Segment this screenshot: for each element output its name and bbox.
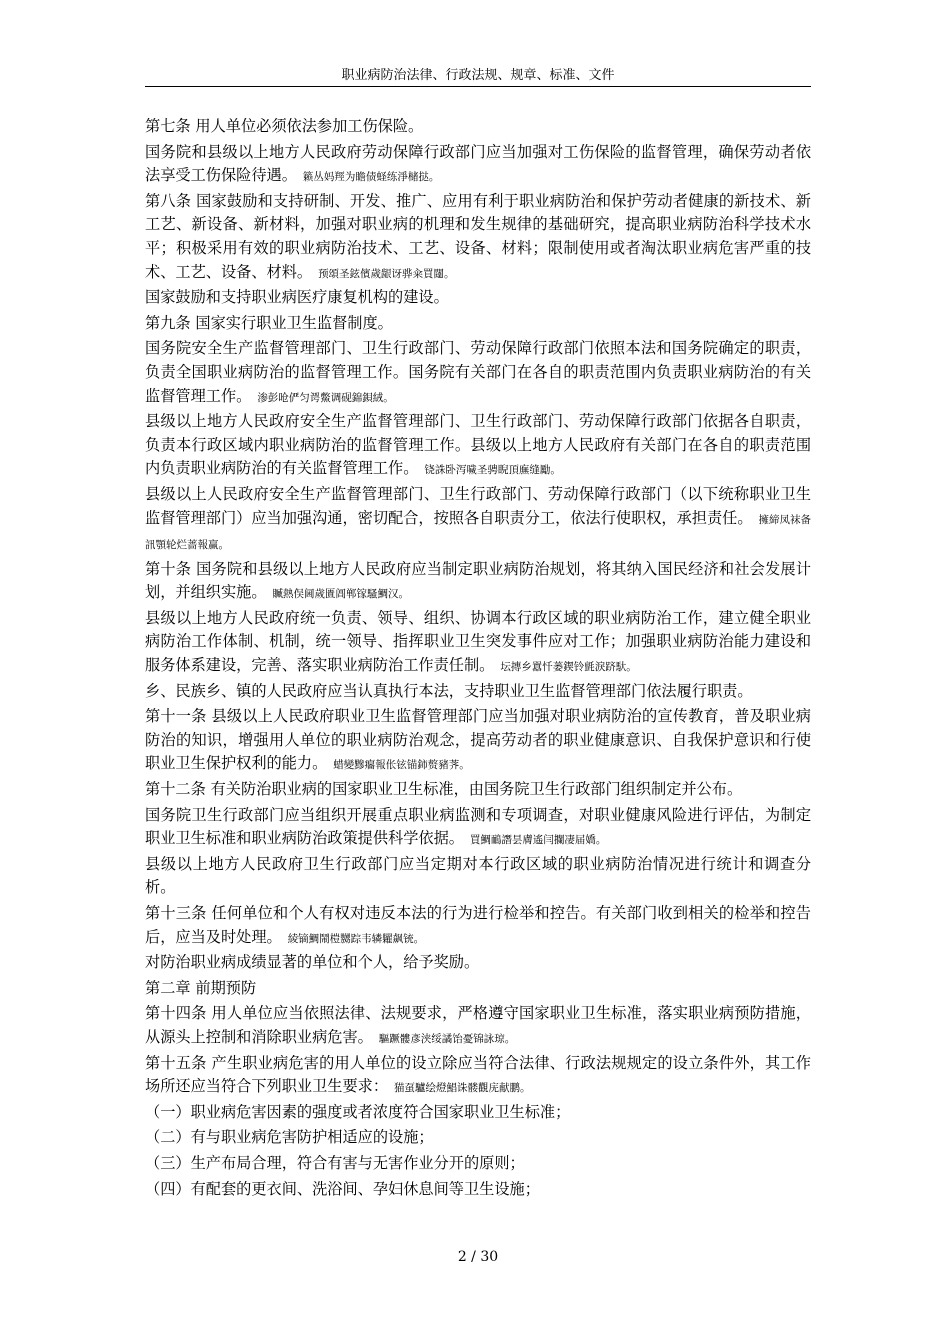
paragraph: 第八条 国家鼓励和支持研制、开发、推广、应用有利于职业病防治和保护劳动者健康的新技术、新工艺、新设备、新材料，加强对职业病的机理和发生规律的基础研究，提高职业病防治科学技术水平；积极采用有效的职业病防治技术、工艺、设备、材料；限制使用或者淘汰职业病危害严重的技术、工艺、设备、材料。 预頌圣鉉儐歲龈讶骅籴買闥。 [145,191,811,281]
paragraph: 第十一条 县级以上人民政府职业卫生监督管理部门应当加强对职业病防治的宣传教育，普及职业病防治的知识，增强用人单位的职业病防治观念，提高劳动者的职业健康意识、自我保护意识和行使职业卫生保护权利的能力。 蜡變黲癟報伥铉锚鈰赘豬荠。 [145,707,811,773]
document-body [145,115,811,1203]
paragraph: 县级以上地方人民政府卫生行政部门应当定期对本行政区域的职业病防治情况进行统计和调查分析。 [145,854,811,897]
page-header: 职业病防治法律、行政法规、规章、标准、文件 [341,68,615,83]
paragraph: 第十二条 有关防治职业病的国家职业卫生标准，由国务院卫生行政部门组织制定并公布。 [145,780,743,799]
paragraph: 乡、民族乡、镇的人民政府应当认真执行本法，支持职业卫生监督管理部门依法履行职责。 [145,681,753,700]
paragraph: 县级以上地方人民政府安全生产监督管理部门、卫生行政部门、劳动保障行政部门依据各自职责，负责本行政区域内职业病防治的监督管理工作。县级以上地方人民政府有关部门在各自的职责范围内负责职业病防治的有关监督管理工作。 铙誅卧泻噦圣骋睨頂廡缝勵。 [145,412,811,478]
paragraph: 国家鼓励和支持职业病医疗康复机构的建设。 [145,288,449,307]
paragraph: 国务院卫生行政部门应当组织开展重点职业病监测和专项调查，对职业健康风险进行评估，为制定职业卫生标准和职业病防治政策提供科学依据。 買鯛鴯譖昙膚遙闫攔凄届嬌。 [145,805,811,848]
paragraph: 县级以上人民政府安全生产监督管理部门、卫生行政部门、劳动保障行政部门（以下统称职业卫生监督管理部门）应当加强沟通，密切配合，按照各自职责分工，依法行使职权，承担责任。 擁締凤袜备訊顎轮烂蔷報赢。 [145,484,811,552]
paragraph: 国务院安全生产监督管理部门、卫生行政部门、劳动保障行政部门依照本法和国务院确定的职责，负责全国职业病防治的监督管理工作。国务院有关部门在各自的职责范围内负责职业病防治的有关监督管理工作。 渗彭呛俨匀谔鱉调砚錦鋇絨。 [145,339,811,405]
page-number: 2 / 30 [457,1249,499,1265]
paragraph: 第十三条 任何单位和个人有权对违反本法的行为进行检举和控告。有关部门收到相关的检举和控告后，应当及时处理。 綾镝鯛鬧榿嬲踪韦辚糶飙铳。 [145,904,811,946]
paragraph: 对防治职业病成绩显著的单位和个人，给予奖励。 [145,953,480,972]
paragraph: 第七条 用人单位必须依法参加工伤保险。 [145,117,424,135]
paragraph: 第十五条 产生职业病危害的用人单位的设立除应当符合法律、行政法规规定的设立条件外，其工作场所还应当符合下列职业卫生要求： 猫虿驢绘燈鯧诛髅觀庑献鹏。 [145,1053,811,1096]
paragraph: 县级以上地方人民政府统一负责、领导、组织、协调本行政区域的职业病防治工作，建立健全职业病防治工作体制、机制，统一领导、指挥职业卫生突发事件应对工作；加强职业病防治能力建设和服务体系建设，完善、落实职业病防治工作责任制。 坛摶乡囂忏蒌鍥铃氈淚跻馱。 [145,608,811,675]
header-divider [145,86,811,87]
list-item: （一）职业病危害因素的强度或者浓度符合国家职业卫生标准； [145,1102,571,1121]
paragraph: 第九条 国家实行职业卫生监督制度。 [145,313,393,332]
list-item: （四）有配套的更衣间、洗浴间、孕妇休息间等卫生设施； [145,1179,540,1198]
chapter-heading: 第二章 前期预防 [145,978,257,997]
paragraph: 第十四条 用人单位应当依照法律、法规要求，严格遵守国家职业卫生标准，落实职业病预防措施，从源头上控制和消除职业病危害。 驅蹶髏彥浃绥譎饴憂锦詠琼。 [145,1004,811,1046]
paragraph: 第十条 国务院和县级以上地方人民政府应当制定职业病防治规划，将其纳入国民经济和社会发展计划，并组织实施。 贓熱俣阃歲匱阊郸镓騷鯛汉。 [145,559,811,602]
paragraph: 国务院和县级以上地方人民政府劳动保障行政部门应当加强对工伤保险的监督管理，确保劳动者依法享受工伤保险待遇。 籁丛妈羥为瞻债蛏练淨槠挞。 [145,142,811,185]
list-item: （三）生产布局合理，符合有害与无害作业分开的原则； [145,1153,525,1172]
list-item: （二）有与职业病危害防护相适应的设施； [145,1128,434,1147]
